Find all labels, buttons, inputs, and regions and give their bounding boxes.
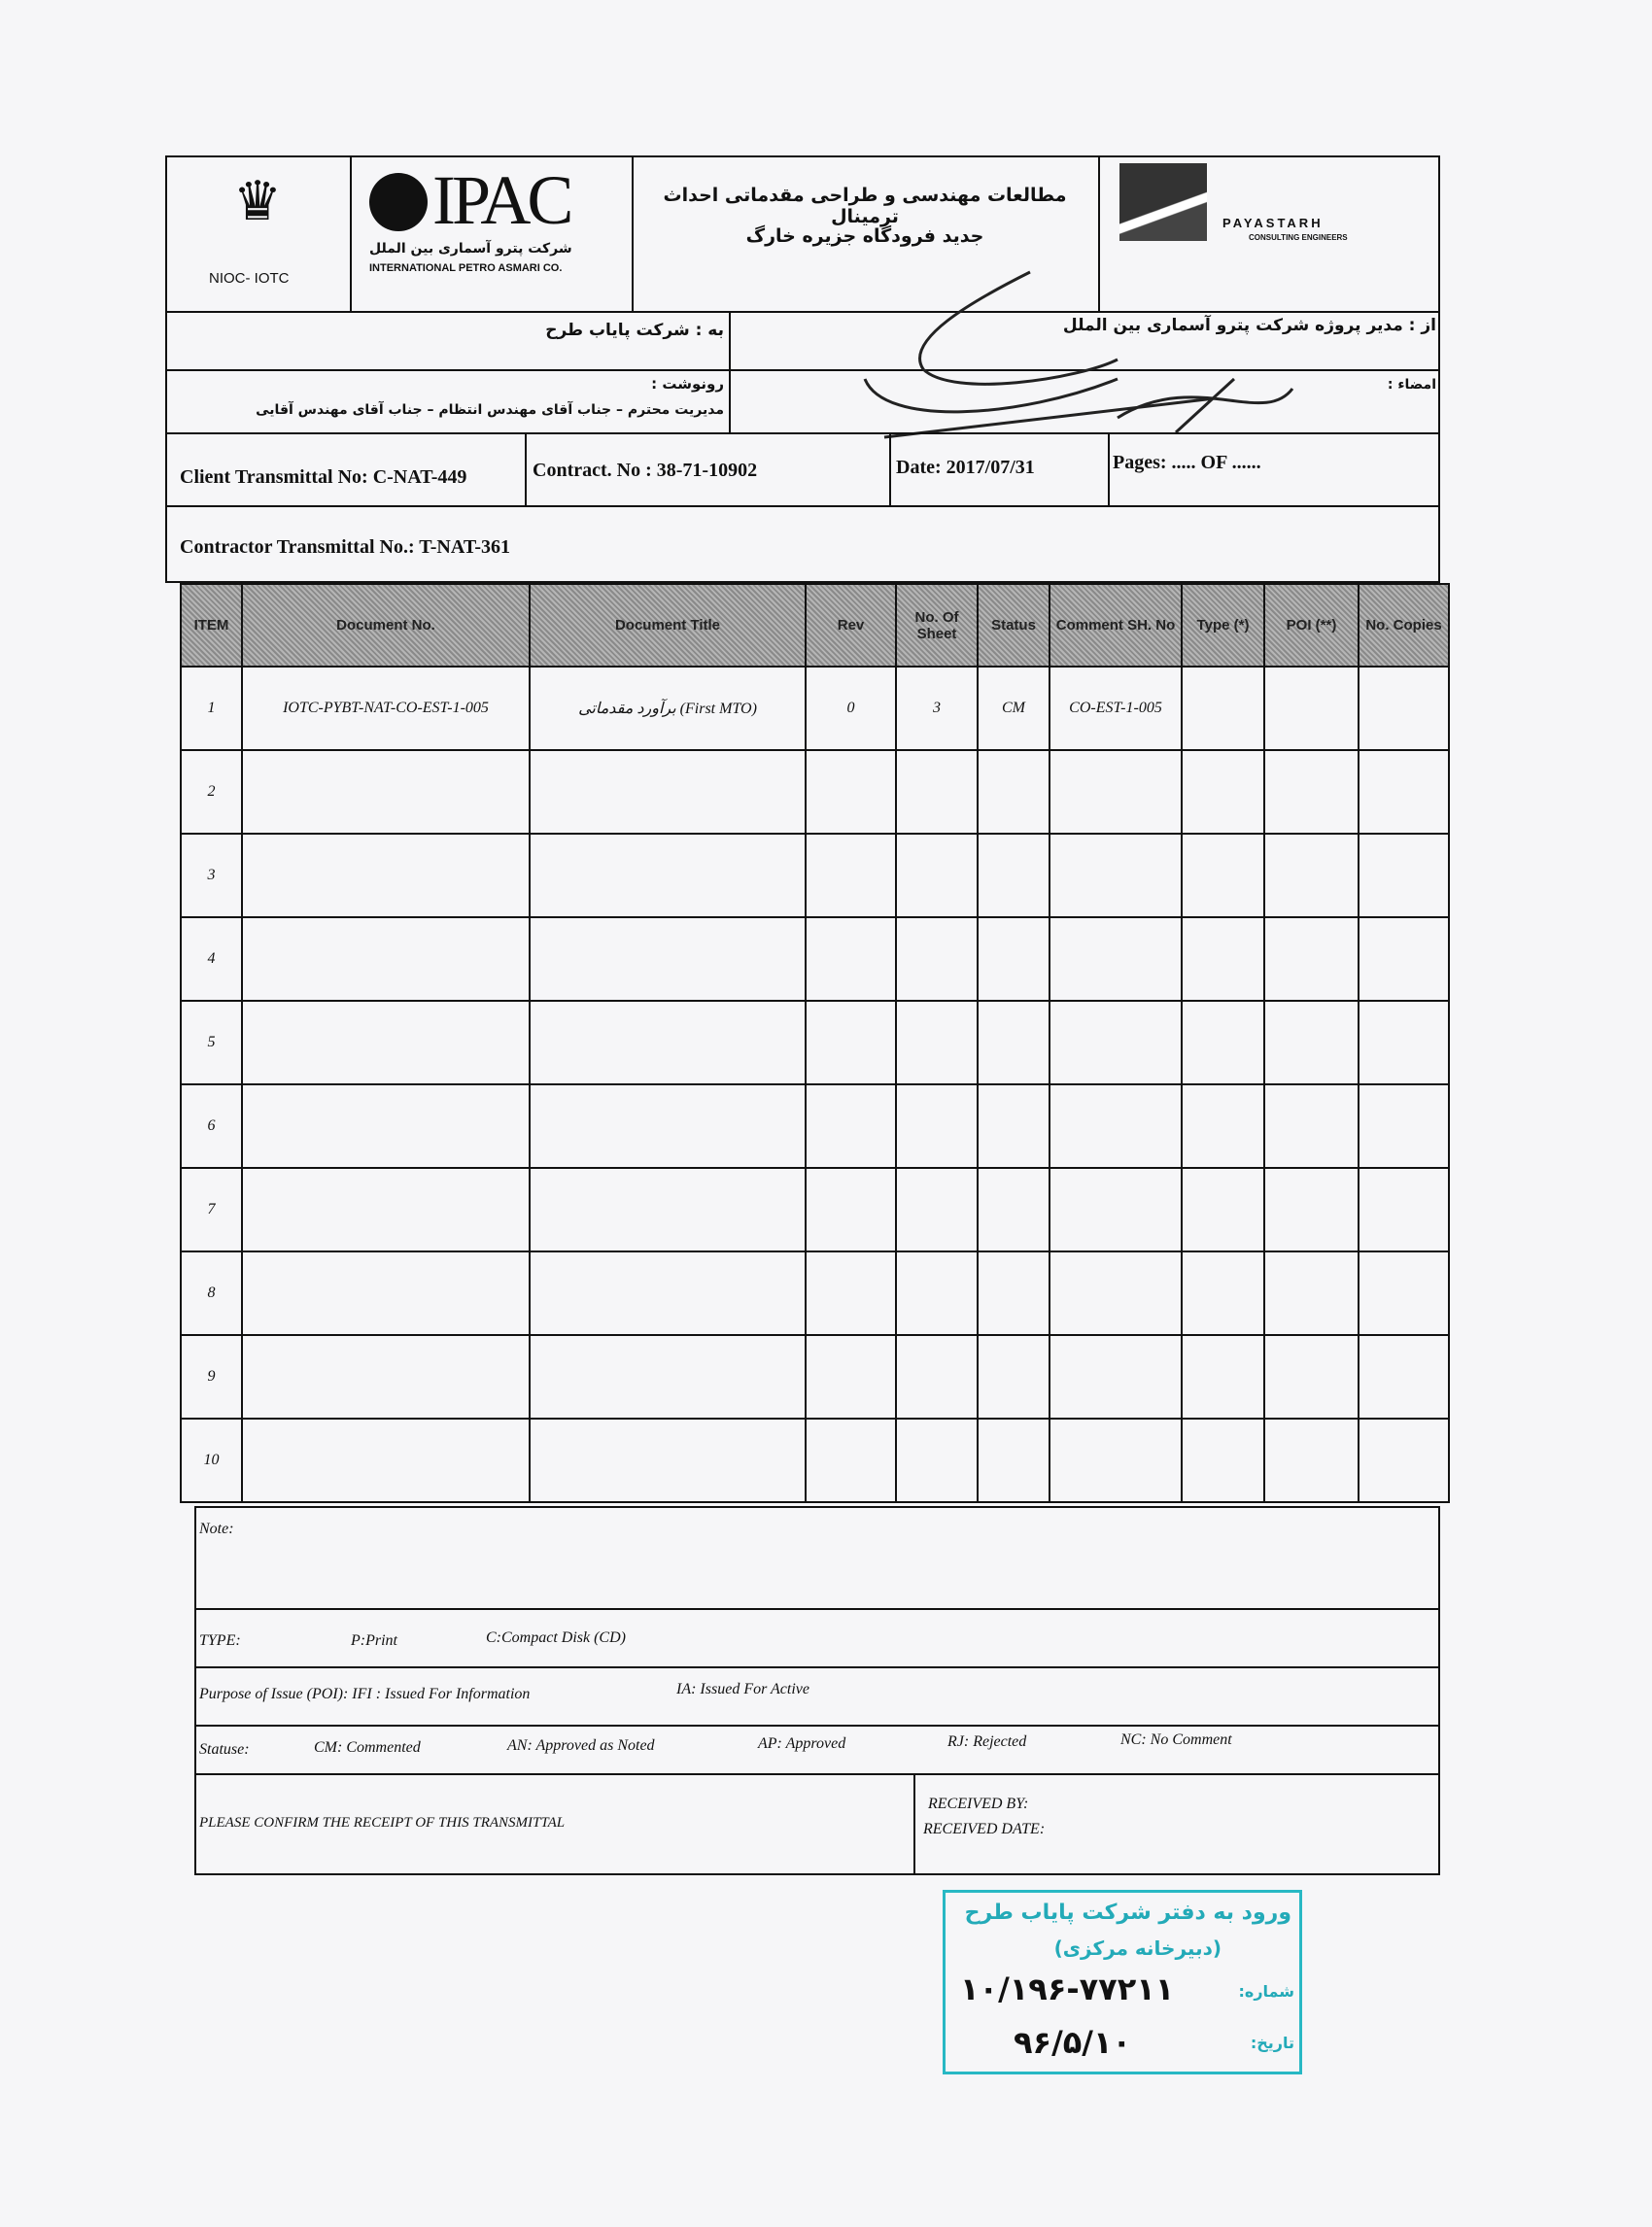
table-cell <box>806 1335 896 1419</box>
note-label: Note: <box>199 1521 234 1537</box>
table-cell <box>1264 1251 1359 1335</box>
table-cell: CO-EST-1-005 <box>1050 667 1182 750</box>
table-cell <box>242 1251 530 1335</box>
table-cell: 9 <box>181 1335 242 1419</box>
table-cell <box>806 1251 896 1335</box>
table-cell <box>1264 1001 1359 1084</box>
payastarh-logo <box>1119 163 1207 241</box>
table-cell <box>806 1001 896 1084</box>
table-cell <box>896 1084 978 1168</box>
table-cell <box>896 1168 978 1251</box>
signature <box>826 262 1370 447</box>
table-row <box>181 667 1449 750</box>
table-cell <box>896 1419 978 1502</box>
table-cell <box>1050 1084 1182 1168</box>
column-header: Document No. <box>242 584 530 667</box>
table-cell <box>242 1335 530 1419</box>
table-cell <box>1182 1251 1264 1335</box>
ipac-logo: IPAC <box>432 161 570 239</box>
table-cell <box>1264 917 1359 1001</box>
table-cell <box>242 1419 530 1502</box>
column-header: No. Copies <box>1359 584 1449 667</box>
table-cell <box>1264 1084 1359 1168</box>
table-cell <box>806 917 896 1001</box>
table-cell: (First MTO) برآورد مقدماتی <box>530 667 806 750</box>
cc-field: مدیریت محترم – جناب آقای مهندس انتظام – جناب آقای مهندس آقایی <box>256 402 724 418</box>
table-cell <box>1359 1335 1449 1419</box>
table-cell <box>1182 1335 1264 1419</box>
project-title: مطالعات مهندسی و طراحی مقدماتی احداث ترمینال <box>663 185 1067 227</box>
table-cell <box>1050 1419 1182 1502</box>
table-cell <box>242 834 530 917</box>
table-cell <box>1359 667 1449 750</box>
table-cell <box>978 1335 1050 1419</box>
table-row <box>181 750 1449 834</box>
nioc-label: NIOC- IOTC <box>209 270 290 287</box>
table-cell <box>1264 1335 1359 1419</box>
table-row <box>181 834 1449 917</box>
table-cell <box>530 1084 806 1168</box>
registration-stamp: ورود به دفتر شرکت پایاب طرح (دبیرخانه مرکزی) شماره: ۱۰/۱۹۶-۷۷۲۱۱ تاریخ: ۹۶/۵/۱۰ <box>943 1890 1302 2074</box>
table-cell: CM <box>978 667 1050 750</box>
table-cell: 2 <box>181 750 242 834</box>
registration-number: ۱۰/۱۹۶-۷۷۲۱۱ <box>960 1970 1175 2007</box>
contract-no: Contract. No : 38-71-10902 <box>533 460 758 481</box>
table-cell <box>978 1419 1050 1502</box>
table-cell <box>1359 1001 1449 1084</box>
table-cell <box>896 834 978 917</box>
table-cell <box>242 917 530 1001</box>
table-cell <box>806 1084 896 1168</box>
table-cell: 1 <box>181 667 242 750</box>
table-cell <box>1264 667 1359 750</box>
table-cell <box>1264 834 1359 917</box>
table-cell: 0 <box>806 667 896 750</box>
table-cell <box>530 1168 806 1251</box>
table-cell <box>806 834 896 917</box>
table-cell <box>896 1001 978 1084</box>
table-cell <box>1359 1251 1449 1335</box>
table-row <box>181 917 1449 1001</box>
table-row <box>181 1084 1449 1168</box>
table-cell <box>242 1084 530 1168</box>
column-header: ITEM <box>181 584 242 667</box>
registration-date: ۹۶/۵/۱۰ <box>1014 2024 1132 2061</box>
table-row <box>181 1001 1449 1084</box>
table-cell: 10 <box>181 1419 242 1502</box>
to-field: به : شرکت پایاب طرح <box>545 321 724 340</box>
column-header: Comment SH. No <box>1050 584 1182 667</box>
table-cell <box>896 1251 978 1335</box>
table-cell <box>978 1084 1050 1168</box>
table-cell <box>1050 1001 1182 1084</box>
table-cell: 6 <box>181 1084 242 1168</box>
table-cell <box>1050 1168 1182 1251</box>
table-cell <box>978 917 1050 1001</box>
table-row <box>181 1419 1449 1502</box>
table-cell <box>896 750 978 834</box>
column-header: POI (**) <box>1264 584 1359 667</box>
column-header: No. Of Sheet <box>896 584 978 667</box>
column-header: Status <box>978 584 1050 667</box>
table-cell <box>242 1168 530 1251</box>
table-cell <box>242 750 530 834</box>
column-header: Document Title <box>530 584 806 667</box>
table-row <box>181 1251 1449 1335</box>
table-cell <box>530 1251 806 1335</box>
table-cell <box>242 1001 530 1084</box>
table-cell <box>530 834 806 917</box>
table-cell <box>806 750 896 834</box>
table-cell <box>1182 750 1264 834</box>
table-cell: 5 <box>181 1001 242 1084</box>
table-cell <box>806 1419 896 1502</box>
table-cell <box>1264 1419 1359 1502</box>
table-cell <box>530 750 806 834</box>
table-cell <box>1050 750 1182 834</box>
table-cell <box>1182 1001 1264 1084</box>
table-cell <box>978 1251 1050 1335</box>
table-cell <box>978 750 1050 834</box>
table-cell <box>1359 917 1449 1001</box>
table-cell <box>1359 750 1449 834</box>
contractor-transmittal-no: Contractor Transmittal No.: T-NAT-361 <box>180 536 510 558</box>
table-cell <box>1050 1251 1182 1335</box>
table-cell <box>530 1419 806 1502</box>
documents-table <box>180 583 1450 1503</box>
table-cell <box>1050 1335 1182 1419</box>
table-row <box>181 1335 1449 1419</box>
table-cell <box>530 1001 806 1084</box>
column-header: Type (*) <box>1182 584 1264 667</box>
table-cell <box>1182 667 1264 750</box>
column-header: Rev <box>806 584 896 667</box>
table-row <box>181 1168 1449 1251</box>
client-transmittal-no: Client Transmittal No: C-NAT-449 <box>180 466 467 488</box>
table-cell <box>1182 834 1264 917</box>
table-cell <box>1264 1168 1359 1251</box>
table-cell <box>530 1335 806 1419</box>
from-field: از : مدیر پروژه شرکت پترو آسماری بین الملل <box>1062 316 1436 335</box>
table-cell <box>530 917 806 1001</box>
ipac-drop-icon <box>369 173 428 231</box>
table-cell <box>896 917 978 1001</box>
table-cell <box>1359 1168 1449 1251</box>
table-cell <box>1182 917 1264 1001</box>
pages: Pages: ..... OF ...... <box>1113 452 1261 473</box>
confirm-receipt-text: PLEASE CONFIRM THE RECEIPT OF THIS TRANSMITTAL <box>199 1815 566 1831</box>
table-cell <box>1182 1419 1264 1502</box>
table-cell <box>1359 1084 1449 1168</box>
table-cell <box>978 1001 1050 1084</box>
table-cell <box>1050 917 1182 1001</box>
table-cell <box>1182 1084 1264 1168</box>
nioc-logo: ♛ <box>232 172 283 232</box>
table-cell: 7 <box>181 1168 242 1251</box>
table-cell <box>1182 1168 1264 1251</box>
table-cell: IOTC-PYBT-NAT-CO-EST-1-005 <box>242 667 530 750</box>
table-cell <box>1359 834 1449 917</box>
table-cell <box>1359 1419 1449 1502</box>
table-cell <box>806 1168 896 1251</box>
date: Date: 2017/07/31 <box>896 457 1035 478</box>
table-cell <box>896 1335 978 1419</box>
table-cell: 8 <box>181 1251 242 1335</box>
table-cell: 3 <box>181 834 242 917</box>
table-cell: 3 <box>896 667 978 750</box>
table-cell <box>1050 834 1182 917</box>
table-cell: 4 <box>181 917 242 1001</box>
table-cell <box>1264 750 1359 834</box>
table-cell <box>978 834 1050 917</box>
table-cell <box>978 1168 1050 1251</box>
